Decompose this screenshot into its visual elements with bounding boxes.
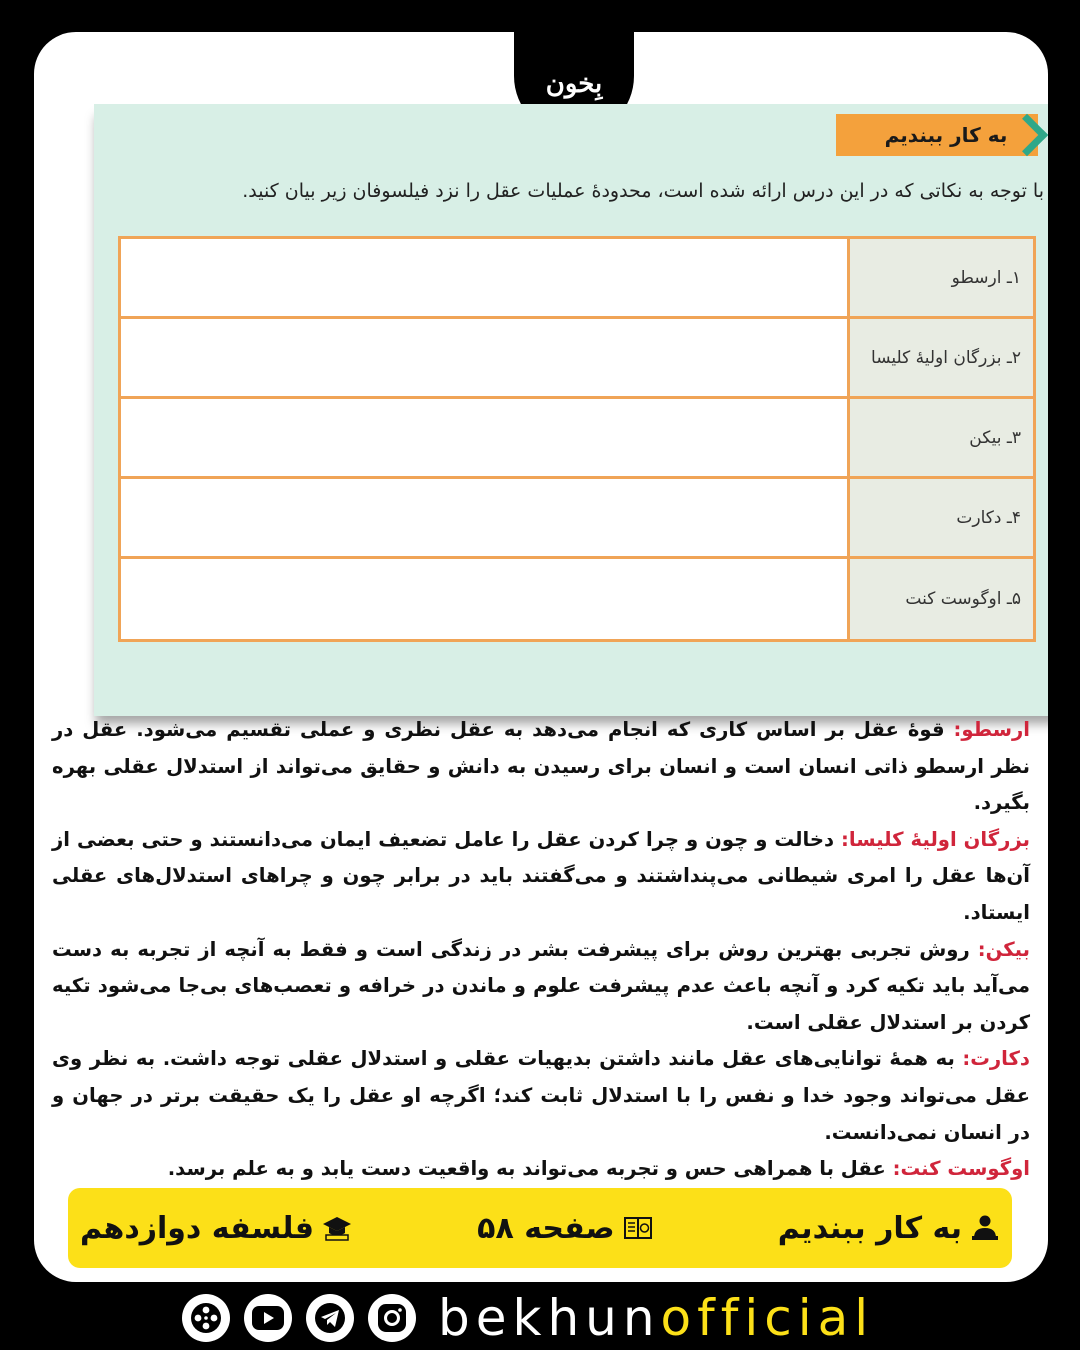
answer-paragraph (52, 1151, 1030, 1188)
answer-text: روش تجربی بهترین روش برای پیشرفت بشر در زندگی است و فقط به آنچه از تجربه به دست می‌آید باید تکیه کرد و آنچه باعث عدم پیشرفت علوم و ماندن در خرافه و تعصب‌های بی‌جا می‌شود تکیه کردن بر استدلال عقلی است. (52, 937, 1030, 1034)
row-answer-cell (121, 239, 847, 316)
teacher-icon (970, 1214, 1000, 1242)
row-label: ۵ـ اوگوست کنت (847, 559, 1033, 639)
youtube-glyph (251, 1305, 285, 1331)
footer-course (80, 1211, 352, 1246)
answer-name: دکارت: (962, 1047, 1030, 1071)
social-bar (182, 1290, 902, 1346)
film-reel-glyph (189, 1301, 223, 1335)
telegram-glyph (313, 1301, 347, 1335)
footer-page-label: صفحه ۵۸ (477, 1210, 615, 1246)
answer-name: بیکن: (977, 937, 1030, 961)
footer-page-number (477, 1211, 652, 1246)
content-card (34, 32, 1048, 1282)
instagram-glyph (375, 1301, 409, 1335)
handle-part1: bekhun (438, 1289, 661, 1347)
row-answer-cell (121, 319, 847, 396)
handle-part2: official (660, 1289, 875, 1347)
answer-text: به همهٔ توانایی‌های عقل مانند داشتن بدیهیات عقلی و استدلال عقلی توجه داشت. به نظر وی عقل می‌تواند وجود خدا و نفس را با استدلال ثابت کند؛ اگرچه او عقل را یک حقیقت برتر در جهان و در انسان نمی‌دانست. (52, 1047, 1030, 1144)
answer-paragraph (52, 712, 1030, 822)
youtube-icon[interactable] (244, 1294, 292, 1342)
graduation-cap-icon (322, 1214, 352, 1242)
brand-handle[interactable] (438, 1289, 874, 1347)
footer-bar (68, 1188, 1012, 1268)
row-answer-cell (121, 559, 847, 639)
row-label: ۳ـ بیکن (847, 399, 1033, 476)
table-row (121, 239, 1033, 319)
section-tag-label: به کار ببندیم (884, 123, 1008, 147)
section-tag (836, 114, 1038, 156)
answer-paragraph (52, 822, 1030, 932)
chevron-left-icon (1006, 114, 1048, 156)
table-row (121, 319, 1033, 399)
row-label: ۱ـ ارسطو (847, 239, 1033, 316)
answer-name: ارسطو: (953, 718, 1030, 741)
footer-section-label: به کار ببندیم (777, 1210, 962, 1246)
logo-text: بِخون (545, 69, 603, 99)
row-label: ۴ـ دکارت (847, 479, 1033, 556)
film-reel-icon[interactable] (182, 1294, 230, 1342)
table-row (121, 399, 1033, 479)
row-answer-cell (121, 399, 847, 476)
exercise-table (118, 236, 1036, 642)
exercise-instruction: با توجه به نکاتی که در این درس ارائه شده است، محدودهٔ عملیات عقل را نزد فیلسوفان زیر بیان کنید. (242, 180, 1044, 202)
table-row (121, 479, 1033, 559)
answers-block (52, 712, 1030, 1188)
answer-name: بزرگان اولیهٔ کلیسا: (841, 827, 1030, 851)
footer-section-title (778, 1211, 1000, 1246)
answer-text: عقل با همراهی حس و تجربه می‌تواند به واقعیت دست یابد و به علم برسد. (167, 1157, 893, 1181)
instagram-icon[interactable] (368, 1294, 416, 1342)
textbook-excerpt (94, 104, 1048, 716)
telegram-icon[interactable] (306, 1294, 354, 1342)
answer-name: اوگوست کنت: (892, 1157, 1030, 1181)
answer-text: قوهٔ عقل بر اساس کاری که انجام می‌دهد به عقل نظری و عملی تقسیم می‌شود. عقل در نظر ارسطو ذاتی انسان است و انسان برای رسیدن به دانش و حقایق می‌تواند از استدلال عقلی بهره بگیرد. (52, 718, 1030, 815)
answer-text: دخالت و چون و چرا کردن عقل را عامل تضعیف ایمان می‌دانستند و حتی بعضی از آن‌ها عقل را امری شیطانی می‌پنداشتند و می‌گفتند باید در برابر چون و چراهای استدلال‌های عقلی ایستاد. (52, 827, 1030, 924)
answer-paragraph (52, 1041, 1030, 1151)
footer-course-label: فلسفه دوازدهم (80, 1210, 314, 1246)
answer-paragraph (52, 932, 1030, 1042)
table-row (121, 559, 1033, 639)
row-answer-cell (121, 479, 847, 556)
row-label: ۲ـ بزرگان اولیهٔ کلیسا (847, 319, 1033, 396)
book-icon (623, 1214, 653, 1242)
